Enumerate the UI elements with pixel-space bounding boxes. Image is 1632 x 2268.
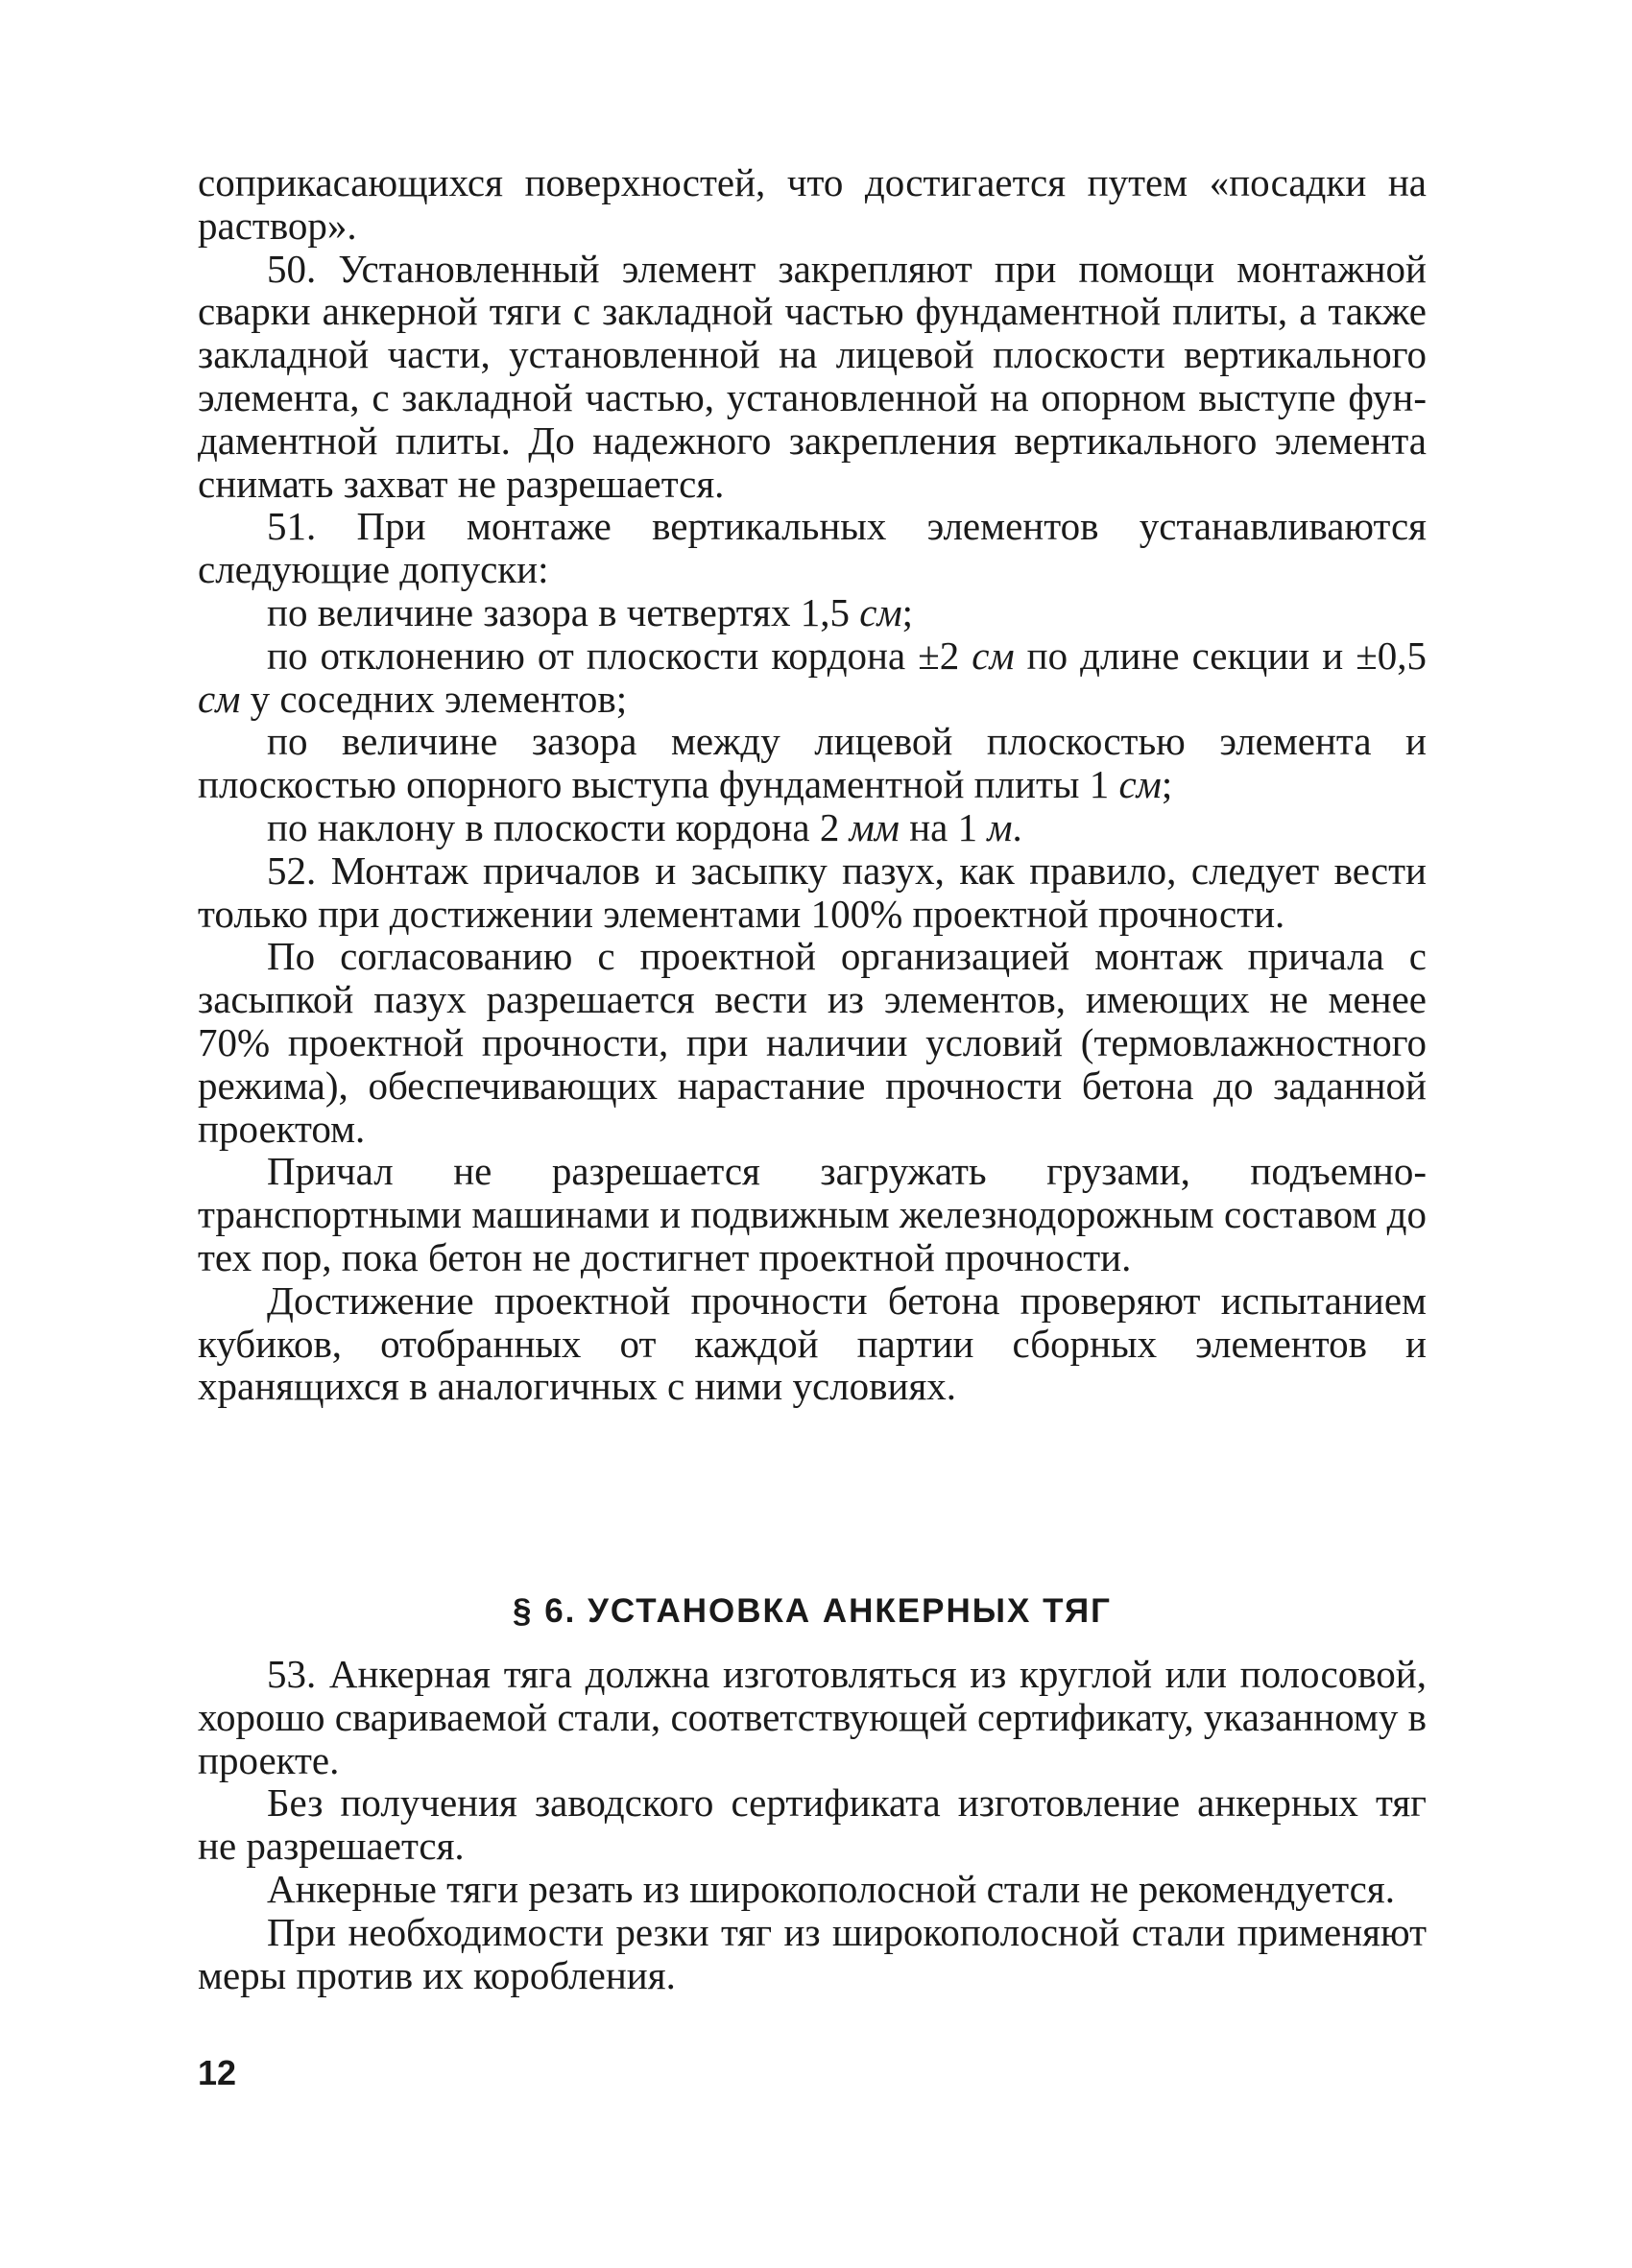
tolerance-gap-quarters: по величине зазора в четвертях 1,5 см; [267,589,914,634]
paragraph-loading: Причал не разрешается загружать грузами, подъемно-транспортными машинами и подвижным железнодорожным составом до тех пор, пока бетон не достигнет проектной прочности. [198,1149,1427,1279]
body-text-top [198,161,1427,1408]
paragraph-item-51: 51. При монтаже вертикальных элементов устанавливаются следующие допуски: [198,504,1427,592]
paragraph-item-52: 52. Монтаж причалов и засыпку пазух, как правило, следует вести только при достижении элементами 100% проектной прочности. [198,848,1427,936]
paragraph-warping: При необходимости резки тяг из широкополосной стали применяют меры против их коробления. [198,1909,1427,1997]
tolerance-deviation-plane: по отклонению от плоскости кордона ±2 см по длине секции и ±0,5 см у соседних элементов; [198,633,1427,721]
paragraph-item-53: 53. Анкерная тяга должна изготовляться из круглой или полосовой, хорошо свариваемой стали, соответствующей сертификату, указанному в проекте. [198,1652,1427,1782]
paragraph-continuation: соприкасающихся поверхностей, что достигается путем «посадки на раствор». [198,160,1427,248]
section-heading: § 6. УСТАНОВКА АНКЕРНЫХ ТЯГ [513,1592,1112,1630]
body-text-bottom [198,1653,1427,1996]
paragraph-cutting: Анкерные тяги резать из широкополосной стали не рекомендуется. [267,1866,1395,1911]
paragraph-agreement: По согласованию с проектной организацией монтаж причала с засыпкой пазух разрешается вести из элементов, имеющих не менее 70% проектной прочности, при наличии условий (термовлажностного режима), обеспечивающих нарастание прочности бетона до заданной проектом. [198,934,1427,1151]
paragraph-strength-check: Достижение проектной прочности бетона проверяют испытанием кубиков, отобранных от каждой партии сборных элементов и хранящихся в аналогичных с ними условиях. [198,1277,1427,1409]
tolerance-gap-face: по величине зазора между лицевой плоскостью элемента и плоскостью опорного выступа фундаментной плиты 1 см; [198,719,1427,807]
paragraph-certificate: Без получения заводского сертификата изготовление анкерных тяг не разрешается. [198,1780,1427,1869]
tolerance-slope: по наклону в плоскости кордона 2 мм на 1 м. [267,804,1022,849]
page-number: 12 [198,2053,237,2092]
paragraph-item-50: 50. Установленный элемент закрепляют при помощи монтажной сварки анкерной тяги с закладной частью фундаментной плиты, а также закладной части, установленной на лицевой плоскости вертикального элемента, с закладной частью, установленной на опорном выступе фундаментной плиты. До надежного закрепления вертикального элемента снимать захват не разрешается. [198,246,1427,506]
